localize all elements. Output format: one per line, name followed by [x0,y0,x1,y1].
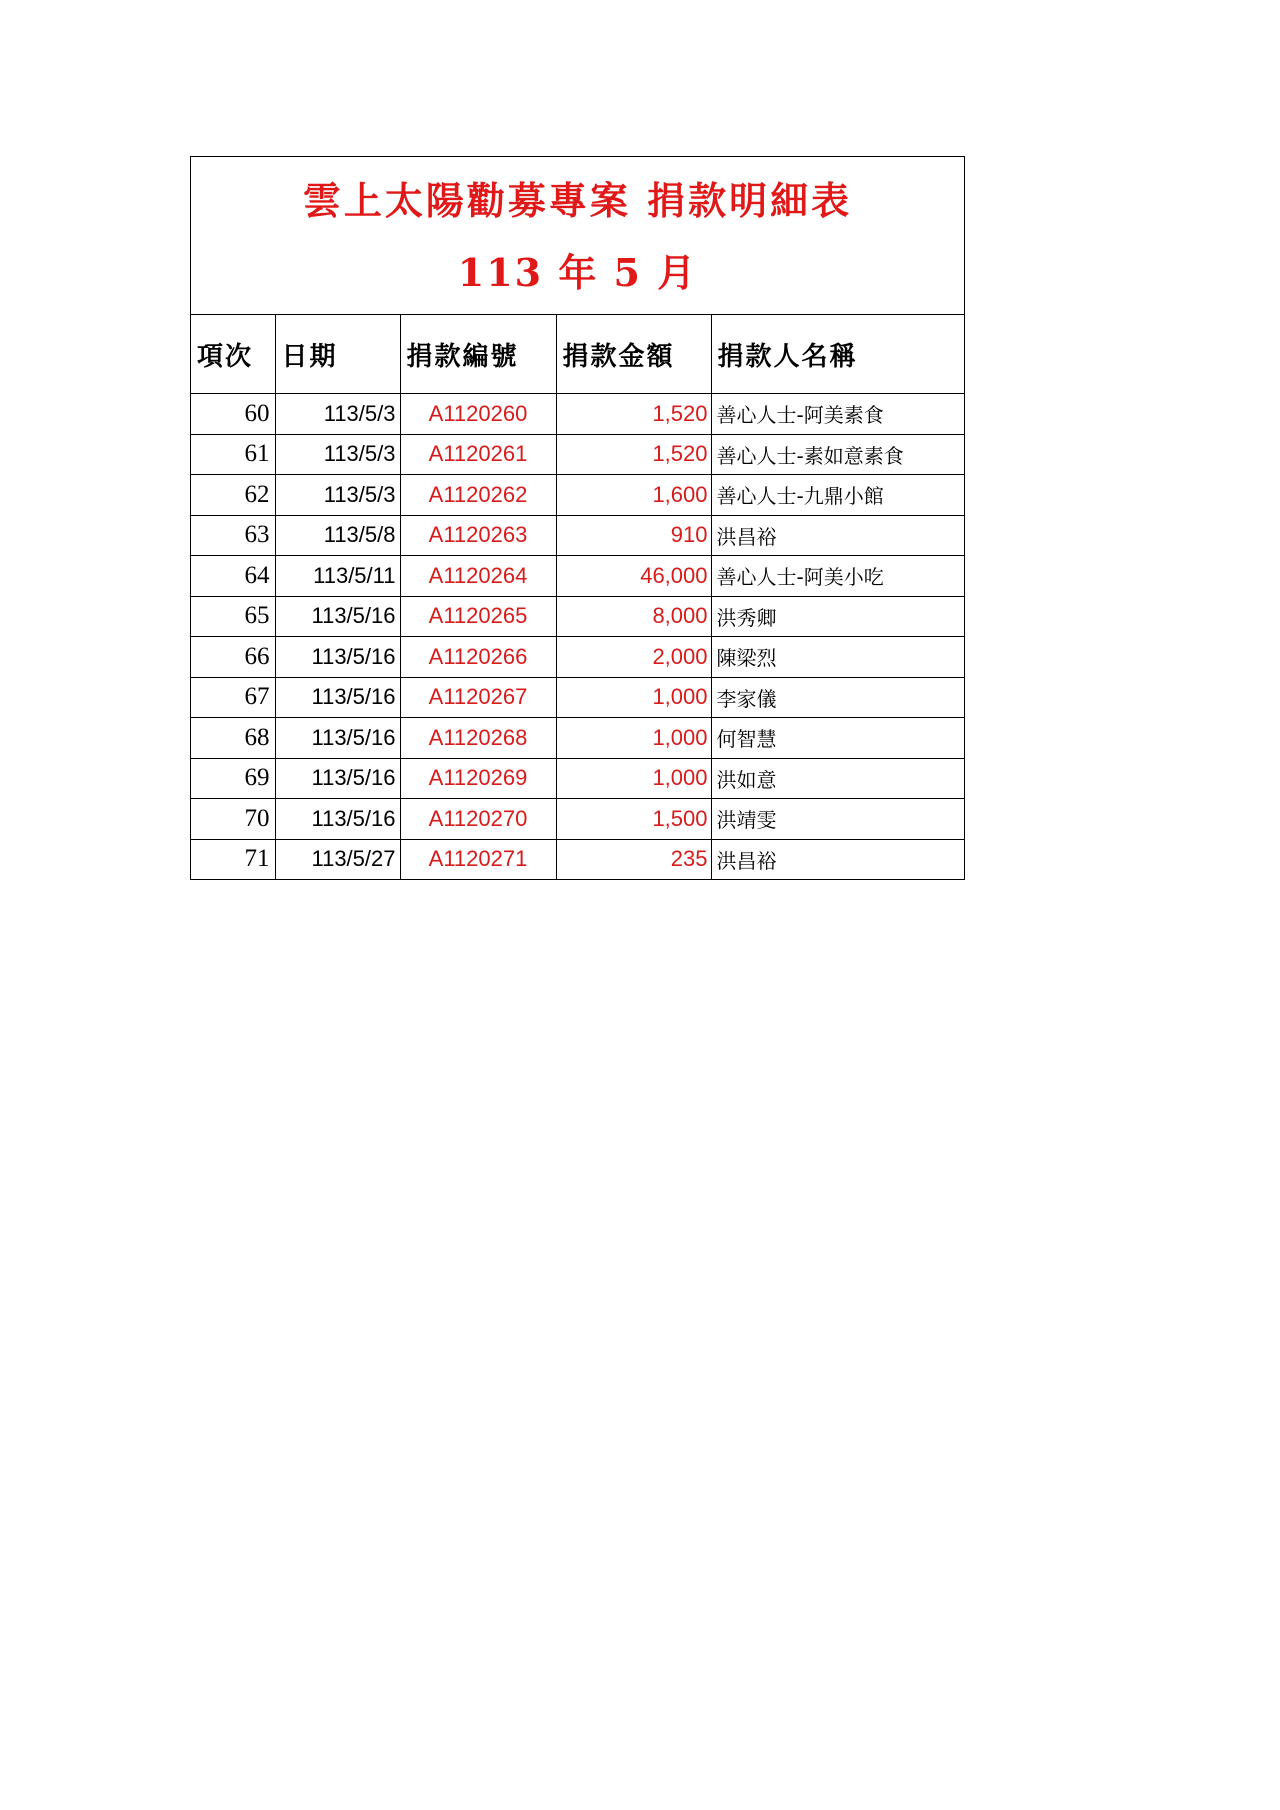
header-amount: 捐款金額 [556,315,711,394]
cell-date: 113/5/16 [275,596,400,637]
cell-name: 善心人士-素如意素食 [711,434,964,475]
cell-date: 113/5/3 [275,475,400,516]
table-row [191,556,964,597]
donation-sheet [190,156,965,880]
table-row [191,515,964,556]
cell-no: 62 [191,475,275,516]
table-row [191,718,964,759]
table-body [191,394,964,880]
cell-amount: 1,000 [556,718,711,759]
cell-amount: 1,000 [556,677,711,718]
header-name: 捐款人名稱 [711,315,964,394]
table-row [191,758,964,799]
cell-name: 洪秀卿 [711,596,964,637]
table-row [191,677,964,718]
cell-date: 113/5/11 [275,556,400,597]
cell-name: 洪靖雯 [711,799,964,840]
cell-no: 61 [191,434,275,475]
cell-date: 113/5/16 [275,718,400,759]
cell-no: 70 [191,799,275,840]
cell-name: 洪昌裕 [716,848,777,873]
cell-code: A1120262 [400,475,556,516]
cell-date: 113/5/16 [275,637,400,678]
header-code: 捐款編號 [400,315,556,394]
table-row [191,475,964,516]
cell-code: A1120271 [400,839,556,879]
cell-no: 71 [191,839,275,879]
cell-no: 63 [191,515,275,556]
cell-name: 陳梁烈 [711,637,964,678]
cell-name: 李家儀 [711,677,964,718]
document-title: 雲上太陽勸募專案 捐款明細表 [302,178,853,223]
cell-date: 113/5/16 [275,758,400,799]
cell-code: A1120265 [400,596,556,637]
table-row [191,394,964,435]
cell-no: 65 [191,596,275,637]
cell-amount: 1,520 [556,394,711,435]
cell-name: 何智慧 [711,718,964,759]
cell-date: 113/5/27 [275,839,400,879]
header-row [191,315,964,394]
table-row [191,799,964,840]
cell-amount: 46,000 [556,556,711,597]
cell-amount: 2,000 [556,637,711,678]
header-no: 項次 [191,315,275,394]
cell-name: 洪昌裕 [711,515,964,556]
table-row [191,839,964,879]
table-row [191,434,964,475]
document-period: 113 年 5 月 [457,250,698,295]
cell-amount: 1,000 [556,758,711,799]
cell-code: A1120266 [400,637,556,678]
cell-amount: 8,000 [556,596,711,637]
cell-no: 69 [191,758,275,799]
cell-date: 113/5/16 [275,799,400,840]
cell-code: A1120263 [400,515,556,556]
cell-date: 113/5/3 [275,434,400,475]
cell-no: 60 [191,394,275,435]
cell-amount: 1,600 [556,475,711,516]
cell-name: 洪如意 [711,758,964,799]
cell-code: A1120270 [400,799,556,840]
table-header [191,315,964,394]
cell-amount: 1,520 [556,434,711,475]
cell-amount: 1,500 [556,799,711,840]
cell-amount: 910 [556,515,711,556]
cell-code: A1120268 [400,718,556,759]
cell-name: 善心人士-阿美素食 [711,394,964,435]
cell-no: 68 [191,718,275,759]
cell-no: 67 [191,677,275,718]
cell-date: 113/5/16 [275,677,400,718]
cell-amount: 235 [556,839,711,879]
cell-no: 66 [191,637,275,678]
donation-table [191,315,964,879]
cell-code: A1120269 [400,758,556,799]
table-row [191,637,964,678]
cell-date: 113/5/8 [275,515,400,556]
cell-name: 善心人士-阿美小吃 [711,556,964,597]
table-row [191,596,964,637]
cell-code: A1120260 [400,394,556,435]
title-block [191,157,964,315]
cell-date: 113/5/3 [275,394,400,435]
cell-name: 善心人士-九鼎小館 [711,475,964,516]
cell-no: 64 [191,556,275,597]
cell-code: A1120267 [400,677,556,718]
header-date: 日期 [275,315,400,394]
cell-code: A1120264 [400,556,556,597]
cell-code: A1120261 [400,434,556,475]
